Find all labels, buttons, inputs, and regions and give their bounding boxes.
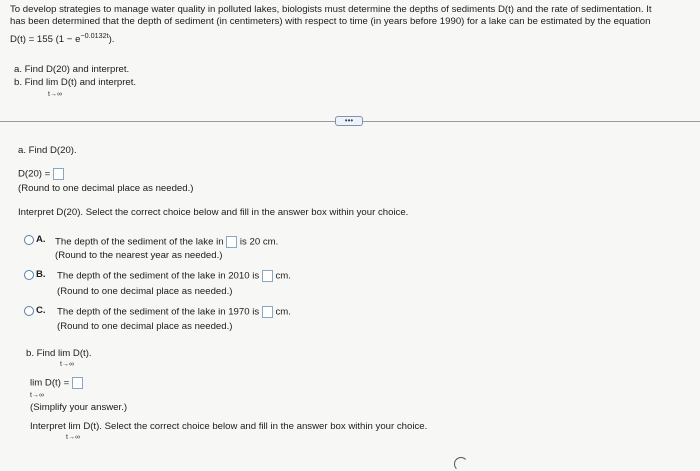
- part-b-simplify-note: (Simplify your answer.): [30, 402, 128, 413]
- choice-a-radio[interactable]: [24, 235, 34, 245]
- choice-c-text: [57, 306, 291, 319]
- choice-b-radio[interactable]: [24, 270, 34, 280]
- part-b-interpret-prompt: Interpret lim D(t). Select the correct choice below and fill in the answer box within your choice.: [30, 421, 428, 432]
- choice-a-text-before: The depth of the sediment of the lake in: [55, 236, 224, 248]
- choice-c-text-before: The depth of the sediment of the lake in 1970 is: [57, 306, 260, 318]
- equation-exponent: −0.0132t: [80, 31, 109, 40]
- equation-prefix: D(t) = 155: [10, 34, 53, 46]
- choice-a-text: [55, 236, 278, 249]
- intro-line-2: has been determined that the depth of sediment (in centimeters) with respect to time (in years before 1990) for a lake can be estimated by the equation: [10, 16, 651, 27]
- part-b-answer-row: [30, 377, 83, 390]
- choice-c-note: (Round to one decimal place as needed.): [57, 321, 233, 332]
- choice-a-answer-input[interactable]: [226, 236, 237, 248]
- choice-b-answer-input[interactable]: [262, 270, 273, 282]
- choice-a-text-after: is 20 cm.: [239, 236, 279, 248]
- part-a-round-note: (Round to one decimal place as needed.): [18, 183, 194, 194]
- choice-b-text-before: The depth of the sediment of the lake in 2010 is: [57, 270, 260, 282]
- part-a-interpret-prompt: Interpret D(20). Select the correct choice below and fill in the answer box within your choice.: [18, 207, 409, 218]
- part-b-answer-input[interactable]: [72, 377, 83, 389]
- choice-b-letter: B.: [36, 269, 46, 280]
- choice-b-note: (Round to one decimal place as needed.): [57, 286, 233, 297]
- part-a-answer-label: D(20) =: [18, 168, 51, 180]
- equation-close: ).: [108, 34, 115, 46]
- part-a-heading: a. Find D(20).: [18, 145, 77, 156]
- choice-b-text: [57, 270, 291, 283]
- part-b-answer-sub: t→∞: [30, 392, 44, 399]
- equation: [10, 30, 114, 46]
- part-b-heading: b. Find lim D(t).: [26, 348, 92, 359]
- intro-line-1: To develop strategies to manage water quality in polluted lakes, biologists must determine the depths of sediments D(t) and the rate of sedimentation. It: [10, 4, 652, 15]
- part-b-answer-label: lim D(t) =: [30, 377, 70, 389]
- part-a-answer-input[interactable]: [53, 168, 64, 180]
- equation-paren: (1 − e: [55, 34, 81, 46]
- part-b-heading-sub: t→∞: [60, 361, 74, 368]
- choice-b-text-after: cm.: [275, 270, 291, 282]
- task-b: b. Find lim D(t) and interpret.: [14, 77, 137, 88]
- choice-a-letter: A.: [36, 234, 46, 245]
- part-b-interpret-sub: t→∞: [66, 434, 80, 441]
- part-a-answer-row: [18, 168, 64, 181]
- choice-c-letter: C.: [36, 305, 46, 316]
- choice-a-note: (Round to the nearest year as needed.): [55, 250, 223, 261]
- task-a: a. Find D(20) and interpret.: [14, 64, 130, 75]
- choice-c-answer-input[interactable]: [262, 306, 273, 318]
- partial-radio-icon: [454, 457, 468, 471]
- task-b-limit-sub: t→∞: [48, 91, 62, 98]
- choice-c-text-after: cm.: [275, 306, 291, 318]
- choice-c-radio[interactable]: [24, 306, 34, 316]
- expand-button[interactable]: •••: [335, 116, 363, 126]
